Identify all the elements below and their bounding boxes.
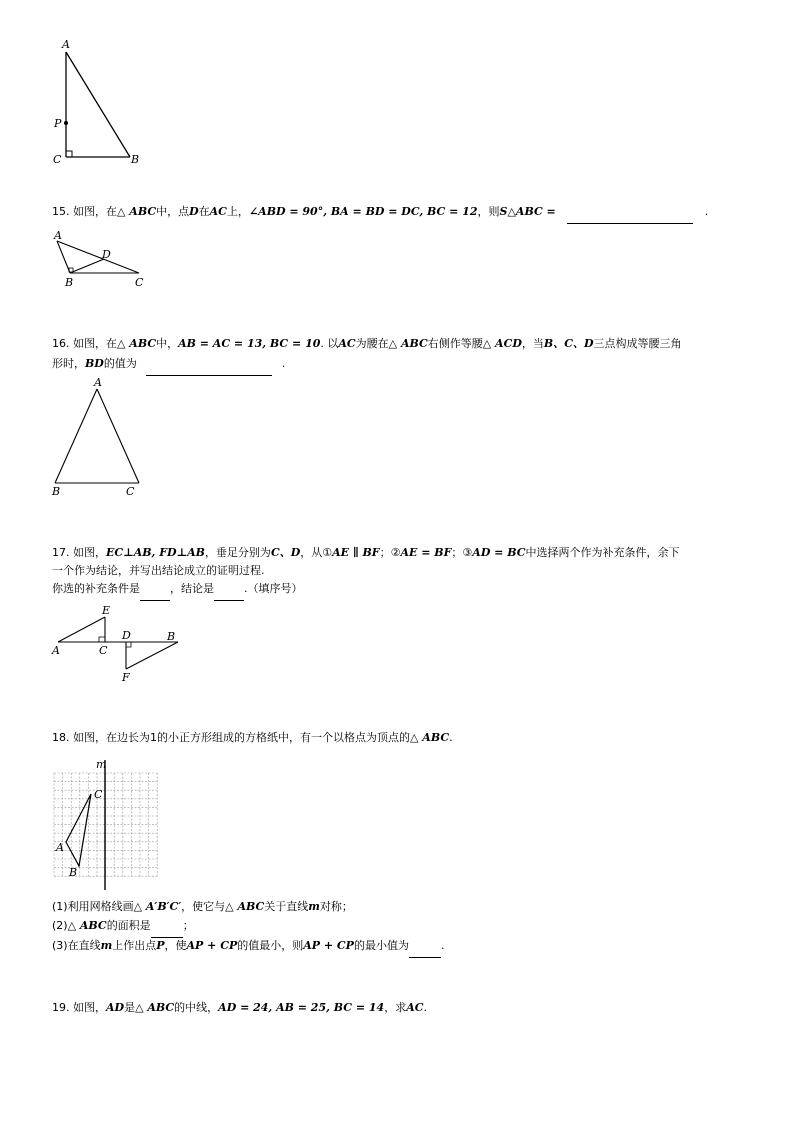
- q18-area-blank[interactable]: [151, 919, 183, 938]
- label-c: C: [126, 485, 135, 498]
- label-e: E: [102, 604, 111, 617]
- label-d: D: [102, 248, 111, 261]
- question-18-part-3: (3)在直线m上作出点P，使AP + CP的值最小，则AP + CP的最小值为 .: [52, 937, 444, 958]
- q16-number: 16.: [52, 337, 70, 350]
- question-15: 15. 如图，在△ ABC中，点D在AC上，∠ABD = 90°, BA = BD = DC, BC = 12，则S△ABC = .: [52, 203, 708, 224]
- label-p: P: [54, 117, 62, 130]
- label-a: A: [56, 841, 64, 854]
- label-b: B: [52, 485, 61, 498]
- question-17-line-1: 17. 如图，EC⊥AB, FD⊥AB，垂足分别为C、D，从①AE ∥ BF；②AE = BF；③AD = BC中选择两个作为补充条件，余下: [52, 546, 680, 559]
- label-d: D: [122, 629, 131, 642]
- question-17-line-3: 你选的补充条件是 ，结论是 .（填序号）: [52, 580, 303, 601]
- question-16-line-1: 16. 如图，在△ ABC中，AB = AC = 13, BC = 10. 以AC为腰在△ ABC右侧作等腰△ ACD，当B、C、D三点构成等腰三角: [52, 337, 682, 350]
- label-a: A: [62, 38, 70, 51]
- q18-number: 18.: [52, 731, 70, 744]
- triangle-abc: [66, 794, 91, 866]
- question-16-line-2: 形时，BD的值为 .: [52, 355, 285, 376]
- question-19: 19. 如图，AD是△ ABC的中线，AD = 24, AB = 25, BC = 14，求AC.: [52, 1001, 427, 1014]
- label-c: C: [94, 788, 103, 801]
- label-f: F: [122, 671, 130, 684]
- question-18-part-1: (1)利用网格线画△ A′B′C′，使它与△ ABC关于直线m对称；: [52, 900, 353, 913]
- q17-number: 17.: [52, 546, 70, 559]
- label-m: m: [96, 758, 107, 771]
- label-b: B: [69, 866, 78, 879]
- question-17-line-2: 一个作为结论，并写出结论成立的证明过程.: [52, 564, 265, 577]
- q15-number: 15.: [52, 205, 70, 218]
- q18-min-value-blank[interactable]: [409, 939, 441, 958]
- label-c: C: [99, 644, 108, 657]
- label-c: C: [53, 153, 62, 166]
- label-b: B: [167, 630, 176, 643]
- label-c: C: [135, 276, 144, 289]
- label-b: B: [131, 153, 140, 166]
- label-a: A: [54, 229, 62, 242]
- label-a: A: [94, 376, 102, 389]
- question-18-intro: 18. 如图，在边长为1的小正方形组成的方格纸中，有一个以格点为顶点的△ ABC.: [52, 731, 453, 744]
- label-b: B: [65, 276, 74, 289]
- q19-number: 19.: [52, 1001, 70, 1014]
- question-18-part-2: (2)△ ABC的面积是 ；: [52, 917, 194, 938]
- label-a: A: [52, 644, 60, 657]
